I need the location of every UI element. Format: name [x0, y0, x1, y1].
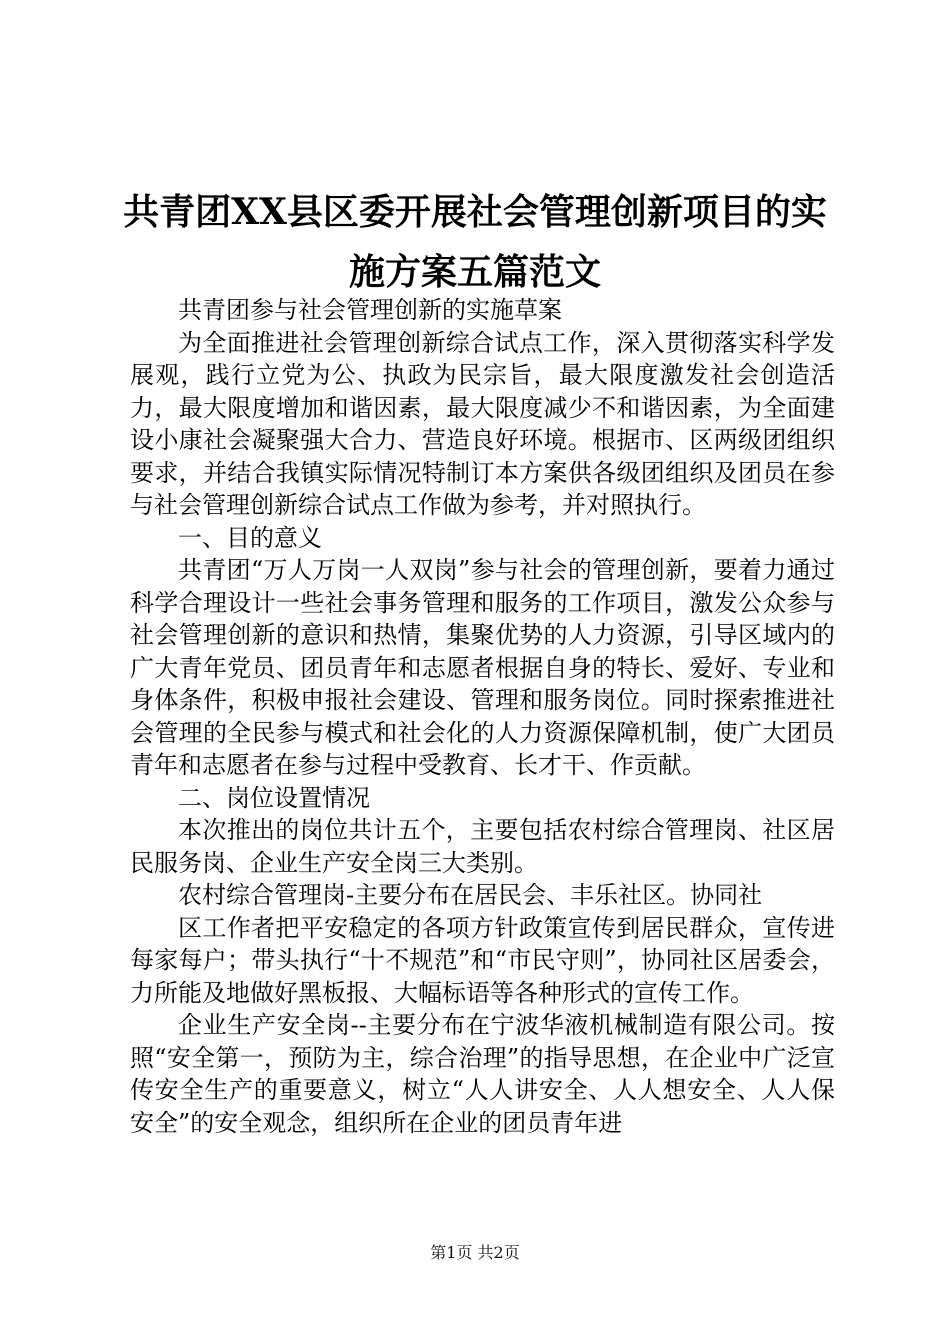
document-body: [130, 294, 835, 1139]
body-paragraph: 为全面推进社会管理创新综合试点工作，深入贯彻落实科学发展观，践行立党为公、执政为民宗旨，最大限度激发社会创造活力，最大限度增加和谐因素，最大限度减少不和谐因素，为全面建设小康社会凝聚强大合力、营造良好环境。根据市、区两级团组织要求，并结合我镇实际情况特制订本方案供各级团组织及团员在参与社会管理创新综合试点工作做为参考，并对照执行。: [130, 328, 835, 519]
section-heading: 二、岗位设置情况: [178, 783, 370, 812]
section-heading: 一、目的意义: [178, 523, 322, 552]
body-paragraph: 区工作者把平安稳定的各项方针政策宣传到居民群众，宣传进每家每户；带头执行“十不规范”和“市民守则”，协同社区居委会，力所能及地做好黑板报、大幅标语等各种形式的宣传工作。: [130, 913, 835, 1007]
body-paragraph: 农村综合管理岗-主要分布在居民会、丰乐社区。协同社: [178, 881, 763, 909]
body-paragraph: 企业生产安全岗--主要分布在宁波华液机械制造有限公司。按照“安全第一，预防为主，综合治理”的指导思想，在企业中广泛宣传安全生产的重要意义，树立“人人讲安全、人人想安全、人人保安全”的安全观念，组织所在企业的团员青年进: [130, 1011, 835, 1137]
document-title-line-2: 施方案五篇范文: [348, 251, 601, 293]
body-paragraph: 共青团“万人万岗一人双岗”参与社会的管理创新，要着力通过科学合理设计一些社会事务管理和服务的工作项目，激发公众参与社会管理创新的意识和热情，集聚优势的人力资源，引导区域内的广大青年党员、团员青年和志愿者根据自身的特长、爱好、专业和身体条件，积极申报社会建设、管理和服务岗位。同时探索推进社会管理的全民参与模式和社会化的人力资源保障机制，使广大团员青年和志愿者在参与过程中受教育、长才干、作贡献。: [130, 556, 835, 779]
body-paragraph: 本次推出的岗位共计五个，主要包括农村综合管理岗、社区居民服务岗、企业生产安全岗三大类别。: [130, 816, 835, 877]
subtitle-paragraph: 共青团参与社会管理创新的实施草案: [178, 296, 562, 324]
document-title-line-1: 共青团XX县区委开展社会管理创新项目的实: [123, 191, 827, 233]
page-number-footer: 第1页 共2页: [430, 1243, 520, 1262]
document-title: [60, 182, 890, 302]
